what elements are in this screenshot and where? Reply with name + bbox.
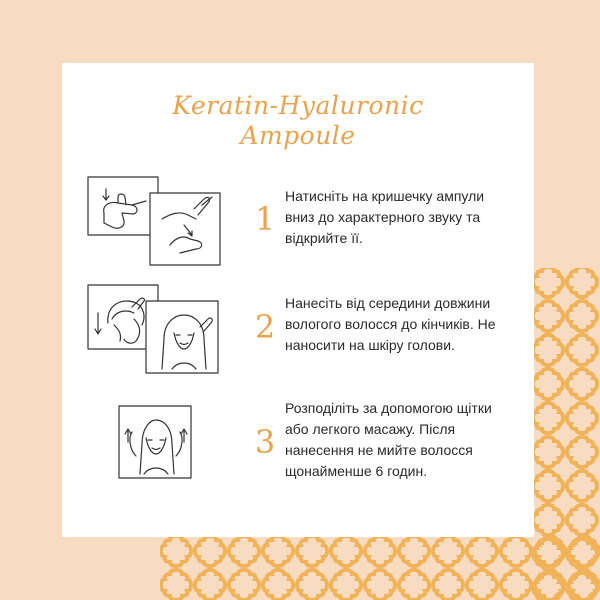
pattern-cell [399, 570, 429, 600]
pattern-cell [365, 570, 395, 600]
pattern-cell [467, 536, 497, 566]
pattern-cell [433, 570, 463, 600]
pattern-cell [533, 403, 563, 433]
pattern-cell [501, 570, 531, 600]
pattern-cell [297, 536, 327, 566]
pattern-cell [533, 268, 563, 297]
step-3 [62, 398, 534, 498]
step-instruction: Нанесіть від середини довжини вологого волосся до кінчиків. Не наносити на шкіру голови. [285, 295, 496, 353]
pattern-cell [195, 570, 225, 600]
pattern-cell [433, 536, 463, 566]
pattern-cell [501, 536, 531, 566]
product-title: Keratin-Hyaluronic [172, 91, 424, 120]
pattern-cell [161, 570, 191, 600]
pattern-cell [533, 301, 563, 331]
step-instruction: Натисніть на кришечку ампули вниз до характерного звуку та відкрийте її. [285, 188, 485, 246]
pattern-cell [161, 536, 191, 566]
pattern-cell [535, 570, 565, 600]
pattern-cell [365, 536, 395, 566]
pattern-cell [569, 536, 599, 566]
scalp-massage-icon [84, 398, 244, 498]
pattern-cell [263, 570, 293, 600]
pattern-cell [567, 403, 597, 433]
pattern-cell [467, 570, 497, 600]
pattern-cell [399, 536, 429, 566]
step-number: 2 [254, 308, 276, 346]
pattern-cell [229, 536, 259, 566]
pattern-cell [535, 536, 565, 566]
step-2 [62, 283, 534, 383]
instruction-card [62, 63, 534, 537]
pattern-cell [567, 268, 597, 297]
pattern-cell [533, 369, 563, 399]
pattern-cell [567, 471, 597, 501]
pattern-cell [567, 505, 597, 535]
product-subtitle: Ampoule [240, 121, 356, 150]
pattern-cell [331, 570, 361, 600]
step-number: 3 [254, 423, 276, 461]
hair-application-icon [84, 283, 244, 383]
step-number: 1 [254, 200, 276, 238]
step-1 [62, 175, 534, 275]
pattern-cell [567, 437, 597, 467]
pattern-cell [567, 369, 597, 399]
pattern-cell [229, 570, 259, 600]
pattern-cell [569, 570, 599, 600]
pattern-cell [567, 335, 597, 365]
pattern-cell [567, 301, 597, 331]
pattern-cell [331, 536, 361, 566]
pattern-cell [533, 437, 563, 467]
pattern-cell [297, 570, 327, 600]
pattern-cell [533, 335, 563, 365]
pattern-cell [533, 505, 563, 535]
pattern-cell [195, 536, 225, 566]
ampoule-opening-icon [84, 175, 244, 275]
pattern-cell [533, 471, 563, 501]
decorative-pattern-bottom [160, 535, 600, 600]
pattern-cell [263, 536, 293, 566]
step-instruction: Розподіліть за допомогою щітки або легкого масажу. Після нанесення не мийте волосся щонайменше 6 годин. [285, 400, 492, 479]
